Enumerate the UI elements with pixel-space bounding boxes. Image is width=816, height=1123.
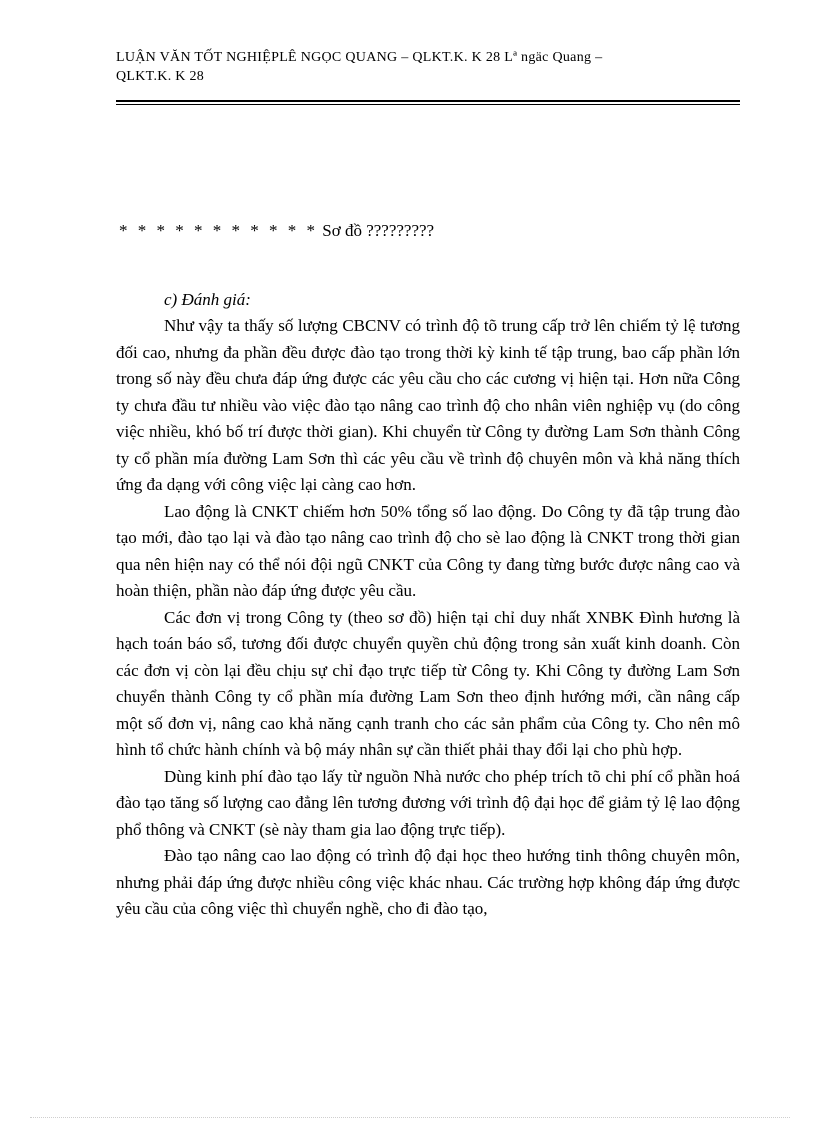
header-rule-thin (116, 104, 740, 105)
header-line-1: LUẬN VĂN TỐT NGHIỆPLÊ NGỌC QUANG – QLKT.K. K 28 Lª ngäc Quang – (116, 50, 603, 65)
paragraph: Đào tạo nâng cao lao động có trình độ đại học theo hướng tinh thông chuyên môn, nhưng phải đáp ứng được nhiều công việc khác nhau. Các trường hợp không đáp ứng được yêu cầu của công việc thì chuyển nghề, cho đi đào tạo, (116, 846, 740, 918)
running-header (116, 48, 716, 86)
paragraph: Dùng kinh phí đào tạo lấy từ nguồn Nhà nước cho phép trích tõ chi phí cổ phần hoá đào tạo tăng số lượng cao đẳng lên tương đương với trình độ đại học để giảm tỷ lệ lao động phổ thông và CNKT (sè này tham gia lao động trực tiếp). (116, 766, 740, 839)
header-line-2: QLKT.K. K 28 (116, 69, 205, 84)
footer-dotted-rule (30, 1117, 790, 1118)
section-body (116, 286, 740, 923)
diagram-label: Sơ đồ ????????? (322, 221, 435, 240)
diagram-placeholder (119, 220, 434, 242)
paragraph: Lao động là CNKT chiếm hơn 50% tổng số lao động. Do Công ty đã tập trung đào tạo mới, đào tạo lại và đào tạo nâng cao trình độ cho sè lao động là CNKT trong thời gian qua nên hiện nay có thể nói đội ngũ CNKT của Công ty đang từng bước được nâng cao và hoàn thiện, phần nào đáp ứng được yêu cầu. (116, 501, 740, 600)
section-heading: c) Đánh giá: (164, 290, 251, 309)
paragraph: Như vậy ta thấy số lượng CBCNV có trình độ tõ trung cấp trở lên chiếm tỷ lệ tương đối cao, nhưng đa phần đều được đào tạo trong thời kỳ kinh tế tập trung, bao cấp phần lớn trong số này đều chưa đáp ứng được các yêu cầu cho các cương vị hiện tại. Hơn nữa Công ty chưa đầu tư nhiều vào việc đào tạo nâng cao trình độ cho nhân viên nghiệp vụ (do công việc nhiều, khó bố trí được thời gian). Khi chuyển từ Công ty đường Lam Sơn thành Công ty cổ phần mía đường Lam Sơn thì các yêu cầu về trình độ chuyên môn và khả năng thích ứng đa dạng với công việc lại càng cao hơn. (116, 316, 740, 494)
header-rule-thick (116, 100, 740, 102)
diagram-stars: * * * * * * * * * * * (119, 221, 318, 240)
paragraph: Các đơn vị trong Công ty (theo sơ đồ) hiện tại chỉ duy nhất XNBK Đình hương là hạch toán báo sổ, tương đối được chuyển quyền chủ động trong sản xuất kinh doanh. Còn các đơn vị còn lại đều chịu sự chỉ đạo trực tiếp từ Công ty. Khi Công ty đường Lam Sơn chuyển thành Công ty cổ phần mía đường Lam Sơn theo định hướng mới, cần nâng cấp một số đơn vị, nâng cao khả năng cạnh tranh cho các sản phẩm của Công ty. Cho nên mô hình tổ chức hành chính và bộ máy nhân sự cần thiết phải thay đổi lại cho phù hợp. (116, 607, 740, 759)
